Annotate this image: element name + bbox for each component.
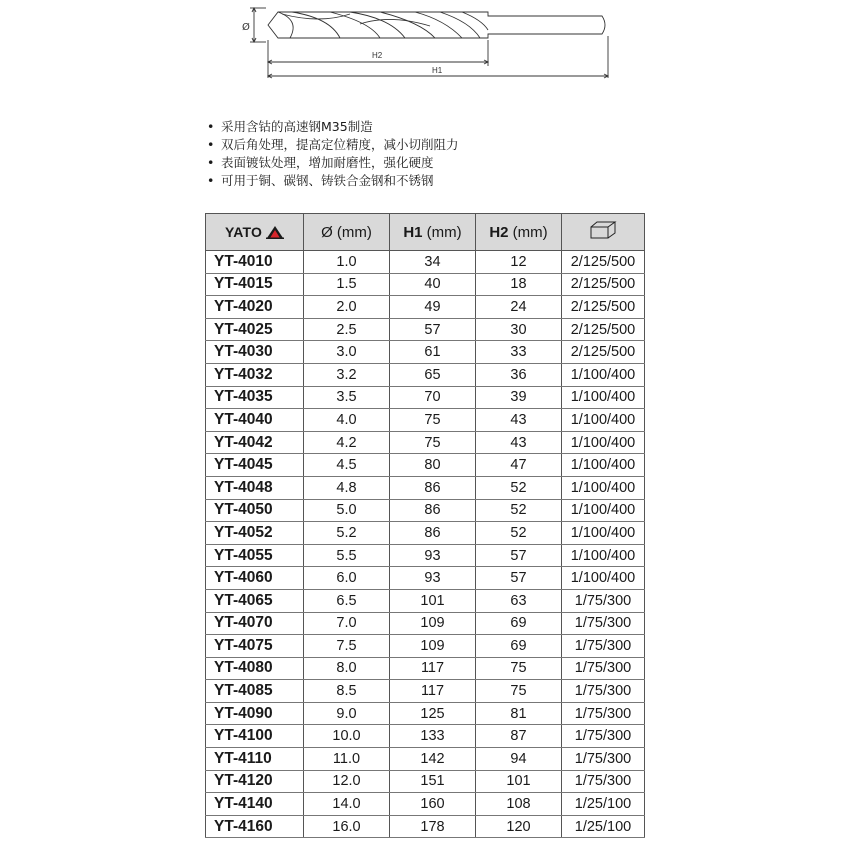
product-code-cell: YT-4045 xyxy=(206,454,304,477)
diameter-cell: 12.0 xyxy=(304,770,390,793)
feature-item: • 双后角处理，提高定位精度，减小切削阻力 xyxy=(205,136,459,154)
package-qty-cell: 1/75/300 xyxy=(562,680,645,703)
table-row xyxy=(206,793,645,816)
table-row xyxy=(206,748,645,771)
package-qty-cell: 1/25/100 xyxy=(562,815,645,838)
table-row xyxy=(206,386,645,409)
h2-length-cell: 47 xyxy=(476,454,562,477)
product-code-cell: YT-4030 xyxy=(206,341,304,364)
diameter-cell: 16.0 xyxy=(304,815,390,838)
yato-logo-icon xyxy=(266,225,284,239)
product-code-cell: YT-4090 xyxy=(206,702,304,725)
h1-length-cell: 93 xyxy=(390,544,476,567)
h2-header-unit: (mm) xyxy=(508,223,548,241)
h1-length-cell: 34 xyxy=(390,251,476,274)
h2-length-cell: 43 xyxy=(476,409,562,432)
table-row xyxy=(206,499,645,522)
diameter-cell: 6.5 xyxy=(304,589,390,612)
box-icon xyxy=(588,220,618,240)
h1-length-cell: 109 xyxy=(390,635,476,658)
h2-length-cell: 52 xyxy=(476,522,562,545)
h2-length-cell: 52 xyxy=(476,476,562,499)
product-code-cell: YT-4015 xyxy=(206,273,304,296)
h2-length-cell: 39 xyxy=(476,386,562,409)
h2-length-cell: 108 xyxy=(476,793,562,816)
diameter-cell: 3.2 xyxy=(304,363,390,386)
product-code-cell: YT-4075 xyxy=(206,635,304,658)
table-row xyxy=(206,770,645,793)
h1-length-cell: 178 xyxy=(390,815,476,838)
h2-length-cell: 52 xyxy=(476,499,562,522)
package-qty-cell: 1/75/300 xyxy=(562,657,645,680)
h1-length-cell: 65 xyxy=(390,363,476,386)
h1-label: H1 xyxy=(432,66,443,75)
h2-length-cell: 30 xyxy=(476,318,562,341)
brand-name: YATO xyxy=(224,223,263,240)
product-code-cell: YT-4010 xyxy=(206,251,304,274)
h1-header xyxy=(390,214,476,251)
product-code-cell: YT-4070 xyxy=(206,612,304,635)
h2-header-label: H2 xyxy=(489,223,509,241)
h2-length-cell: 87 xyxy=(476,725,562,748)
h2-length-cell: 36 xyxy=(476,363,562,386)
package-qty-cell: 1/75/300 xyxy=(562,702,645,725)
diameter-cell: 1.5 xyxy=(304,273,390,296)
table-row xyxy=(206,363,645,386)
diameter-cell: 5.2 xyxy=(304,522,390,545)
diameter-cell: 2.5 xyxy=(304,318,390,341)
package-qty-cell: 2/125/500 xyxy=(562,341,645,364)
package-qty-cell: 2/125/500 xyxy=(562,318,645,341)
table-row xyxy=(206,589,645,612)
h2-length-cell: 75 xyxy=(476,680,562,703)
package-qty-cell: 1/100/400 xyxy=(562,386,645,409)
package-qty-cell: 2/125/500 xyxy=(562,251,645,274)
product-code-cell: YT-4052 xyxy=(206,522,304,545)
package-qty-cell: 1/100/400 xyxy=(562,476,645,499)
package-qty-cell: 1/75/300 xyxy=(562,589,645,612)
h2-length-cell: 120 xyxy=(476,815,562,838)
h1-length-cell: 75 xyxy=(390,409,476,432)
product-code-cell: YT-4048 xyxy=(206,476,304,499)
package-qty-cell: 1/100/400 xyxy=(562,544,645,567)
diameter-cell: 3.0 xyxy=(304,341,390,364)
package-qty-cell: 1/100/400 xyxy=(562,431,645,454)
diameter-cell: 8.5 xyxy=(304,680,390,703)
h1-header-unit: (mm) xyxy=(422,223,462,241)
h2-length-cell: 81 xyxy=(476,702,562,725)
product-code-cell: YT-4065 xyxy=(206,589,304,612)
feature-list xyxy=(205,118,459,190)
product-code-cell: YT-4080 xyxy=(206,657,304,680)
table-row xyxy=(206,341,645,364)
h2-length-cell: 69 xyxy=(476,635,562,658)
product-code-cell: YT-4060 xyxy=(206,567,304,590)
diameter-label: Ø xyxy=(242,22,250,33)
h1-length-cell: 109 xyxy=(390,612,476,635)
h2-length-cell: 12 xyxy=(476,251,562,274)
table-row xyxy=(206,522,645,545)
table-row xyxy=(206,296,645,319)
product-code-cell: YT-4055 xyxy=(206,544,304,567)
table-row xyxy=(206,612,645,635)
h1-length-cell: 93 xyxy=(390,567,476,590)
h1-length-cell: 133 xyxy=(390,725,476,748)
product-code-cell: YT-4035 xyxy=(206,386,304,409)
h1-length-cell: 117 xyxy=(390,657,476,680)
feature-item: • 表面镀钛处理，增加耐磨性，强化硬度 xyxy=(205,154,459,172)
diameter-cell: 2.0 xyxy=(304,296,390,319)
package-qty-cell: 1/75/300 xyxy=(562,770,645,793)
table-header-row xyxy=(206,214,645,251)
diameter-cell: 10.0 xyxy=(304,725,390,748)
table-row xyxy=(206,680,645,703)
diameter-cell: 7.0 xyxy=(304,612,390,635)
diameter-cell: 6.0 xyxy=(304,567,390,590)
h1-length-cell: 70 xyxy=(390,386,476,409)
h1-length-cell: 86 xyxy=(390,499,476,522)
package-qty-cell: 1/75/300 xyxy=(562,725,645,748)
diameter-cell: 7.5 xyxy=(304,635,390,658)
h2-length-cell: 69 xyxy=(476,612,562,635)
product-code-cell: YT-4025 xyxy=(206,318,304,341)
package-qty-cell: 1/100/400 xyxy=(562,363,645,386)
package-qty-cell: 1/75/300 xyxy=(562,612,645,635)
package-qty-cell: 1/100/400 xyxy=(562,522,645,545)
diameter-cell: 1.0 xyxy=(304,251,390,274)
table-row xyxy=(206,815,645,838)
brand-header xyxy=(206,214,304,251)
product-code-cell: YT-4042 xyxy=(206,431,304,454)
h2-length-cell: 101 xyxy=(476,770,562,793)
table-row xyxy=(206,725,645,748)
h2-label: H2 xyxy=(372,51,383,60)
product-code-cell: YT-4032 xyxy=(206,363,304,386)
h1-length-cell: 80 xyxy=(390,454,476,477)
h1-length-cell: 101 xyxy=(390,589,476,612)
table-row xyxy=(206,702,645,725)
product-code-cell: YT-4100 xyxy=(206,725,304,748)
h2-length-cell: 18 xyxy=(476,273,562,296)
diameter-cell: 3.5 xyxy=(304,386,390,409)
h2-length-cell: 33 xyxy=(476,341,562,364)
diameter-cell: 4.2 xyxy=(304,431,390,454)
table-row xyxy=(206,318,645,341)
product-code-cell: YT-4120 xyxy=(206,770,304,793)
h1-length-cell: 117 xyxy=(390,680,476,703)
h1-length-cell: 142 xyxy=(390,748,476,771)
h1-length-cell: 151 xyxy=(390,770,476,793)
product-code-cell: YT-4140 xyxy=(206,793,304,816)
table-row xyxy=(206,476,645,499)
table-row xyxy=(206,657,645,680)
package-qty-cell: 1/100/400 xyxy=(562,499,645,522)
h1-length-cell: 57 xyxy=(390,318,476,341)
h1-length-cell: 125 xyxy=(390,702,476,725)
package-qty-cell: 1/100/400 xyxy=(562,409,645,432)
drill-bit-diagram xyxy=(230,0,630,82)
table-row xyxy=(206,251,645,274)
h1-length-cell: 61 xyxy=(390,341,476,364)
package-qty-cell: 2/125/500 xyxy=(562,296,645,319)
diameter-cell: 4.0 xyxy=(304,409,390,432)
spec-table xyxy=(205,213,645,838)
diameter-cell: 14.0 xyxy=(304,793,390,816)
diameter-cell: 11.0 xyxy=(304,748,390,771)
h1-length-cell: 86 xyxy=(390,522,476,545)
package-header xyxy=(562,214,645,251)
product-code-cell: YT-4085 xyxy=(206,680,304,703)
feature-item: • 可用于铜、碳钢、铸铁合金钢和不锈钢 xyxy=(205,172,459,190)
package-qty-cell: 1/100/400 xyxy=(562,454,645,477)
diameter-cell: 5.5 xyxy=(304,544,390,567)
package-qty-cell: 1/25/100 xyxy=(562,793,645,816)
product-code-cell: YT-4020 xyxy=(206,296,304,319)
h2-header xyxy=(476,214,562,251)
h2-length-cell: 75 xyxy=(476,657,562,680)
product-code-cell: YT-4110 xyxy=(206,748,304,771)
diameter-cell: 9.0 xyxy=(304,702,390,725)
h1-length-cell: 160 xyxy=(390,793,476,816)
table-row xyxy=(206,567,645,590)
table-row xyxy=(206,544,645,567)
h1-header-label: H1 xyxy=(403,223,423,241)
h1-length-cell: 86 xyxy=(390,476,476,499)
package-qty-cell: 1/75/300 xyxy=(562,748,645,771)
package-qty-cell: 2/125/500 xyxy=(562,273,645,296)
diameter-cell: 5.0 xyxy=(304,499,390,522)
package-qty-cell: 1/100/400 xyxy=(562,567,645,590)
h2-length-cell: 63 xyxy=(476,589,562,612)
table-row xyxy=(206,409,645,432)
diameter-cell: 8.0 xyxy=(304,657,390,680)
table-row xyxy=(206,273,645,296)
h2-length-cell: 43 xyxy=(476,431,562,454)
table-row xyxy=(206,454,645,477)
diameter-cell: 4.5 xyxy=(304,454,390,477)
package-qty-cell: 1/75/300 xyxy=(562,635,645,658)
diameter-header: Ø (mm) xyxy=(304,214,390,251)
h2-length-cell: 57 xyxy=(476,544,562,567)
feature-item: • 采用含钴的高速钢M35制造 xyxy=(205,118,459,136)
h1-length-cell: 40 xyxy=(390,273,476,296)
h2-length-cell: 57 xyxy=(476,567,562,590)
h2-length-cell: 94 xyxy=(476,748,562,771)
product-code-cell: YT-4160 xyxy=(206,815,304,838)
product-code-cell: YT-4040 xyxy=(206,409,304,432)
diameter-cell: 4.8 xyxy=(304,476,390,499)
h1-length-cell: 49 xyxy=(390,296,476,319)
table-row xyxy=(206,635,645,658)
product-code-cell: YT-4050 xyxy=(206,499,304,522)
h2-length-cell: 24 xyxy=(476,296,562,319)
h1-length-cell: 75 xyxy=(390,431,476,454)
table-row xyxy=(206,431,645,454)
